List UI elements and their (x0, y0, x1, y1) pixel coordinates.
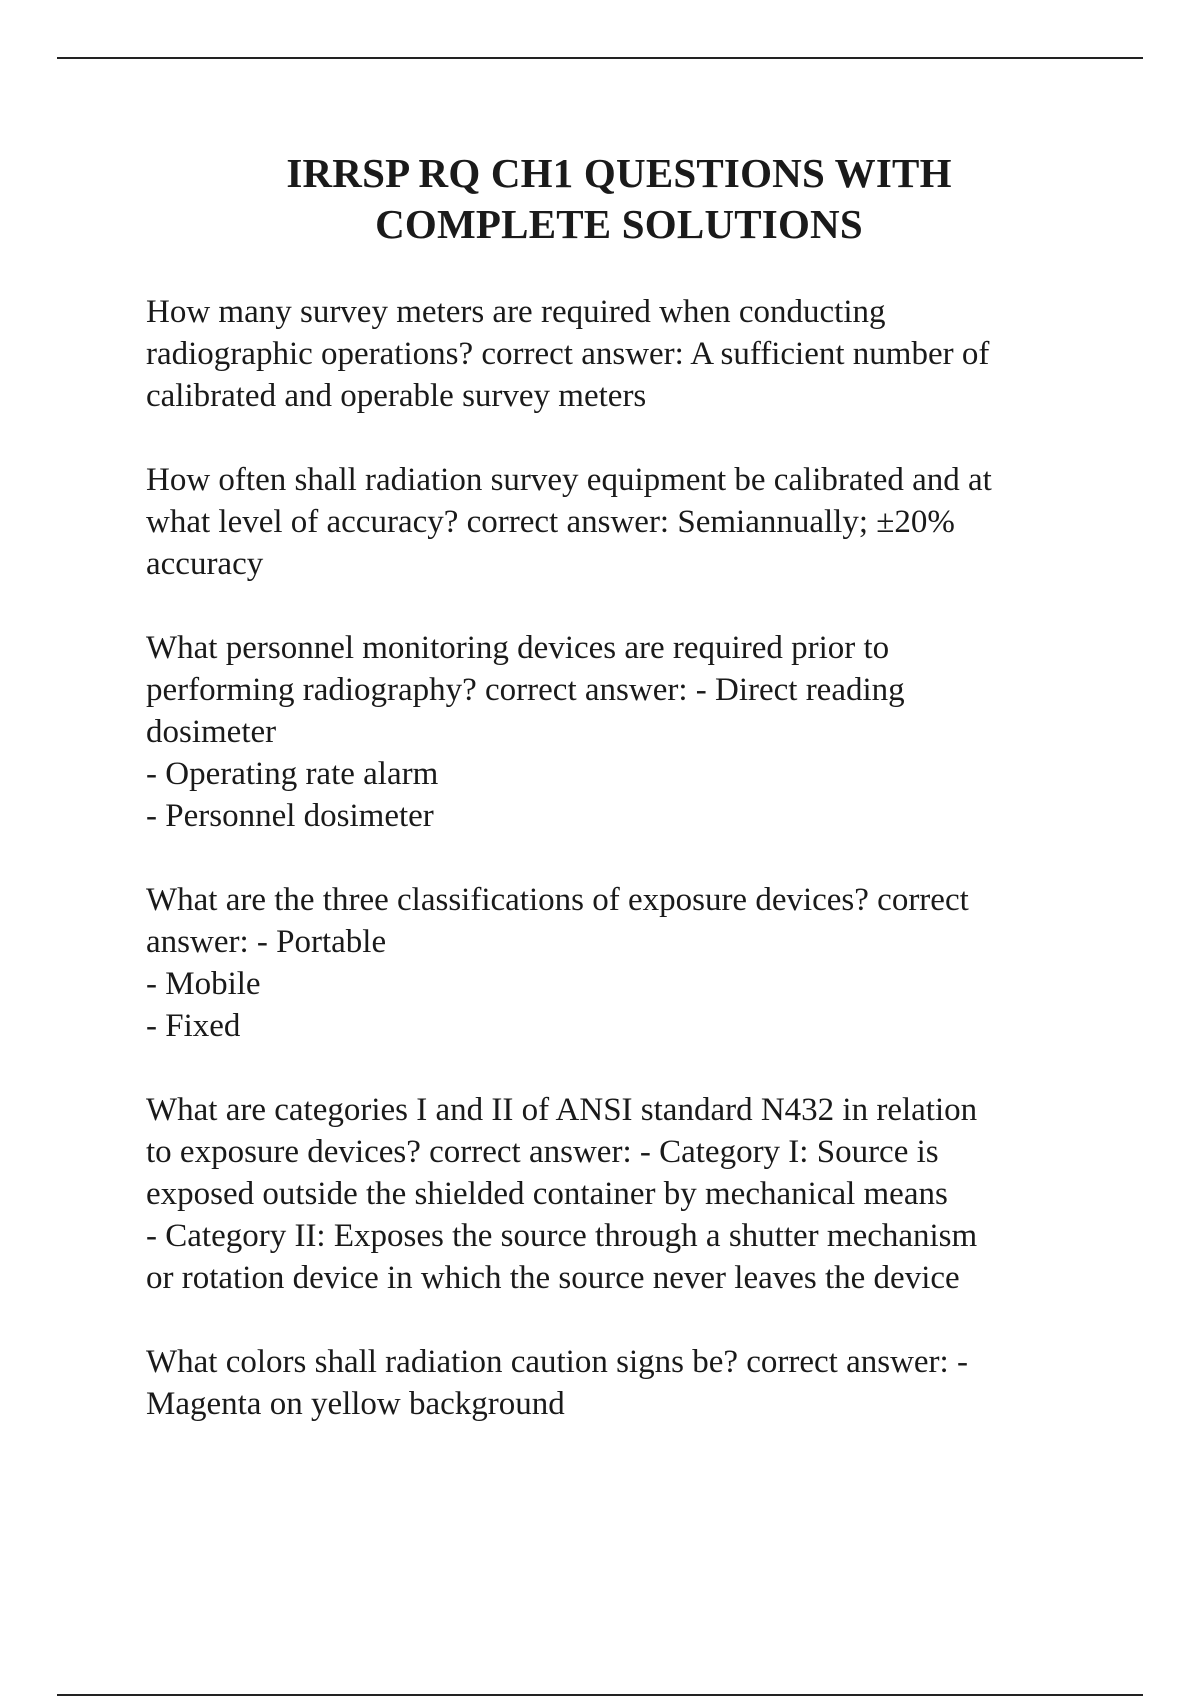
title-line: COMPLETE SOLUTIONS (375, 201, 863, 247)
title-line: IRRSP RQ CH1 QUESTIONS WITH (286, 150, 952, 196)
footer-rule (57, 1694, 1143, 1696)
qa-item: What colors shall radiation caution signs be? correct answer: - Magenta on yellow background (146, 1344, 968, 1422)
qa-item: How often shall radiation survey equipment be calibrated and at what level of accuracy? correct answer: Semiannually; ±20% accuracy (146, 462, 992, 582)
qa-list (146, 291, 1106, 1467)
qa-item: How many survey meters are required when conducting radiographic operations? correct answer: A sufficient number of calibrated and operable survey meters (146, 294, 990, 414)
header-rule (57, 57, 1143, 59)
qa-item: What are the three classifications of exposure devices? correct answer: - Portable - Mobile - Fixed (146, 882, 969, 1044)
qa-item: What personnel monitoring devices are required prior to performing radiography? correct answer: - Direct reading dosimeter - Operating rate alarm - Personnel dosimeter (146, 630, 905, 834)
qa-item: What are categories I and II of ANSI standard N432 in relation to exposure devices? correct answer: - Category I: Source is exposed outside the shielded container by mechanical means - Category II: Exposes the source through a shutter mechanism or rotation device in which the source never leaves the device (146, 1092, 978, 1296)
document-title (140, 148, 1098, 250)
